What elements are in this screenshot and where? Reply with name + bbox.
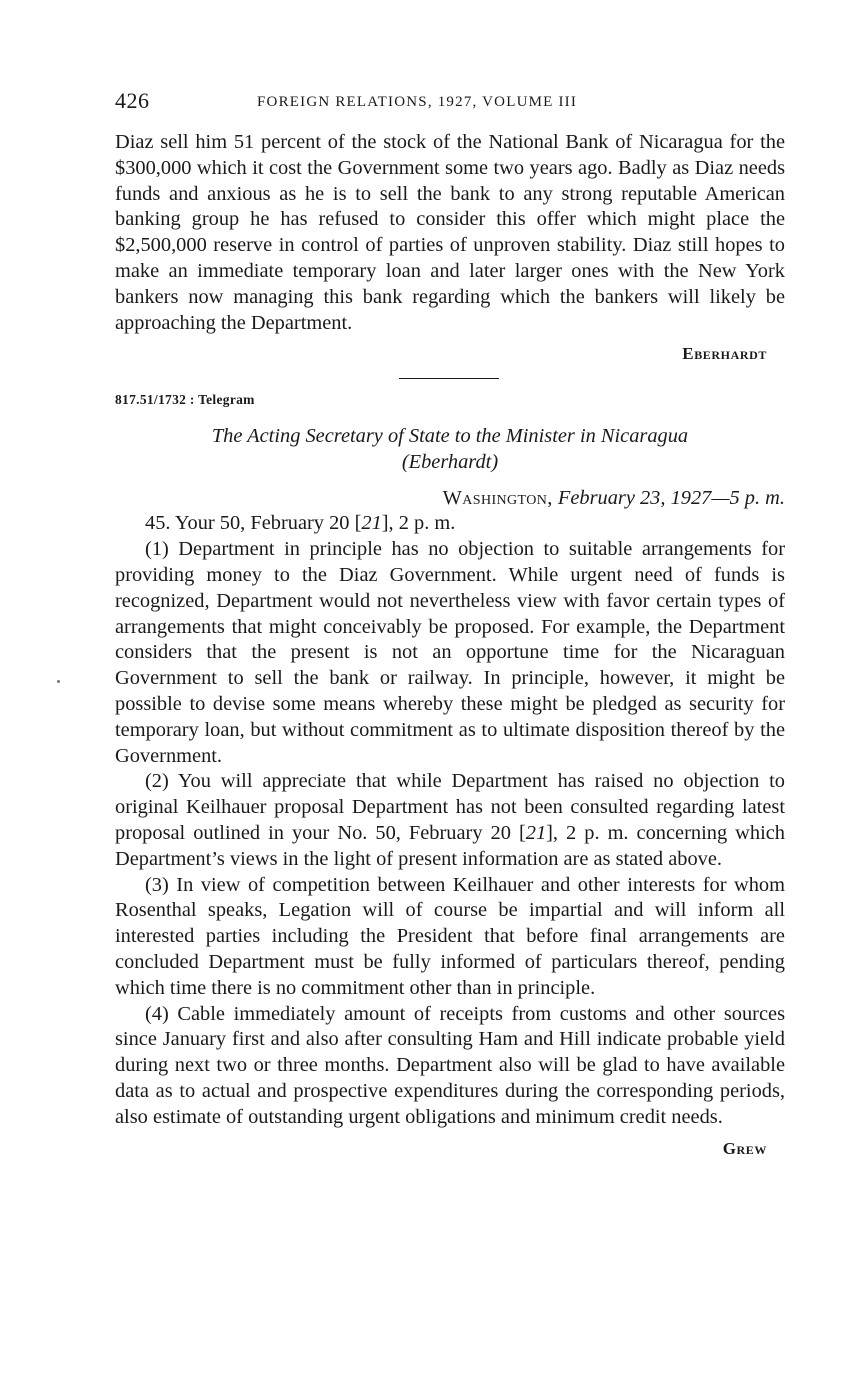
margin-speck [57, 680, 60, 683]
section-divider [399, 378, 499, 379]
dateline-place: Washington, [442, 487, 553, 510]
paragraph-4: (4) Cable immediately amount of receipts from customs and other sources since January first and also after consulting Ham and Hill indicate probable yield during next two or three months. Department also will be glad to have available data as to actual and prospective expenditures during the corresponding periods, also estimate of outstanding urgent obligations and minimum credit needs. [115, 1002, 785, 1128]
running-header [115, 88, 785, 120]
continuation-paragraph: Diaz sell him 51 percent of the stock of the National Bank of Nicaragua for the $300,000 which it cost the Government some two years ago. Badly as Diaz needs funds and anxious as he is to sell the bank to any strong reputable American banking group he has refused to consider this offer which might place the $2,500,000 reserve in control of parties of unproven stability. Diaz still hopes to make an immediate temporary loan and later larger ones with the New York bankers now managing this bank regarding which the bankers will likely be approaching the Department. [115, 131, 785, 334]
paragraph-2-bracket-number: 21 [525, 821, 547, 844]
title-line-1: The Acting Secretary of State to the Minister in Nicaragua [211, 425, 689, 448]
title-line-2: (Eberhardt) [401, 451, 499, 474]
signature-eberhardt: Eberhardt [682, 344, 767, 364]
paragraph-2 [115, 769, 785, 872]
paragraph-2-before: (2) You will appreciate that while Department has raised no objection to original Keilhauer proposal Department has not been consulted regarding latest proposal outlined in your No. 50, February 20 [ [115, 770, 785, 844]
document-page [115, 88, 785, 1159]
file-reference: 817.51/1732 : Telegram [115, 392, 255, 408]
opening-text-before: 45. Your 50, February 20 [ [145, 512, 362, 535]
opening-text-after: ], 2 p. m. [381, 512, 456, 535]
page-number: 426 [115, 88, 150, 113]
signature-grew: Grew [722, 1138, 767, 1158]
dateline-date: February 23, 1927—5 p. m. [557, 487, 785, 510]
paragraph-1: (1) Department in principle has no objection to suitable arrangements for providing money to the Diaz Government. While urgent need of funds is recognized, Department would not nevertheless view with favor certain types of arrangements that might conceivably be proposed. For example, the Department considers that the present is not an opportune time for the Nicaraguan Government to sell the bank or railway. In principle, however, it might be possible to devise some means whereby these might be pledged as security for temporary loan, but without commitment as to ultimate disposition thereof by the Government. [115, 538, 785, 767]
running-title: FOREIGN RELATIONS, 1927, VOLUME III [257, 94, 578, 110]
opening-bracket-number: 21 [361, 512, 382, 535]
paragraph-3: (3) In view of competition between Keilhauer and other interests for whom Rosenthal speaks, Legation will of course be impartial and will inform all interested parties including the President that before final arrangements are concluded Department must be fully informed of particulars thereof, pending which time there is no commitment other than in principle. [115, 873, 785, 999]
document-title [115, 423, 785, 475]
dateline [115, 485, 785, 511]
opening-line [115, 511, 785, 537]
paragraph-2-after: ], 2 p. m. concerning which Department’s views in the light of present information are as stated above. [115, 821, 785, 870]
